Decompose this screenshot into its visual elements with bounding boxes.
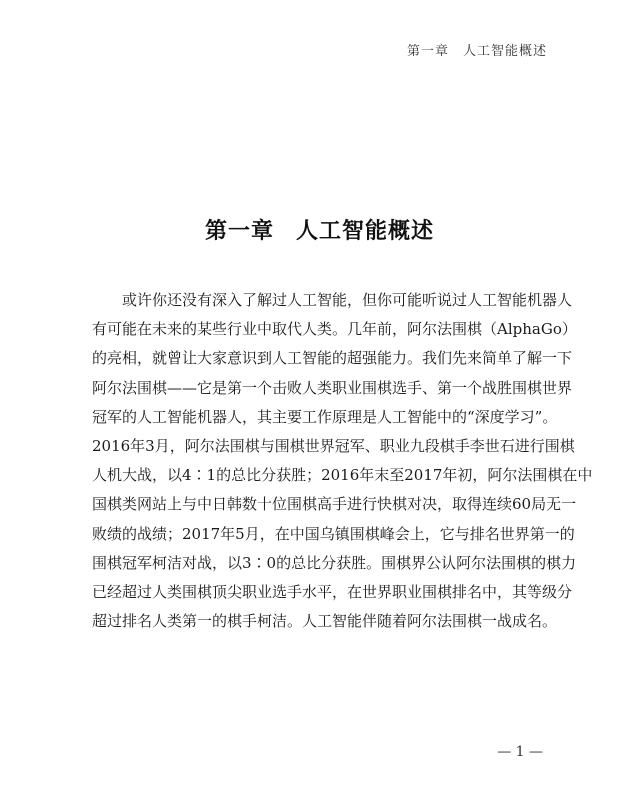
paragraph-line: 2016年3月，阿尔法围棋与围棋世界冠军、职业九段棋手李世石进行围棋: [92, 436, 575, 455]
paragraph-line: 的亮相，就曾让大家意识到人工智能的超强能力。我们先来简单了解一下: [92, 349, 573, 368]
paragraph-line: 败绩的战绩；2017年5月，在中国乌镇围棋峰会上，它与排名世界第一的: [92, 524, 575, 543]
chapter-title: [0, 214, 639, 245]
paragraph-line: 超过排名人类第一的棋手柯洁。人工智能伴随着阿尔法围棋一战成名。: [92, 612, 558, 631]
page-number: — 1 —: [497, 744, 543, 760]
chapter-name: 人工智能概述: [296, 218, 435, 244]
paragraph-line: 已经超过人类围棋顶尖职业选手水平，在世界职业围棋排名中，其等级分: [92, 582, 573, 601]
paragraph-line: 人机大战，以4∶1的总比分获胜；2016年末至2017年初，阿尔法围棋在中: [92, 466, 593, 485]
running-header: 第一章 人工智能概述: [406, 44, 547, 59]
paragraph-line: 冠军的人工智能机器人，其主要工作原理是人工智能中的“深度学习”。: [92, 407, 558, 426]
paragraph-line: 有可能在未来的某些行业中取代人类。几年前，阿尔法围棋（AlphaGo）: [92, 320, 577, 339]
body-paragraph: [92, 286, 593, 636]
paragraph-line: 或许你还没有深入了解过人工智能，但你可能听说过人工智能机器人: [122, 291, 573, 309]
chapter-label: 第一章: [204, 218, 274, 244]
paragraph-line: 围棋冠军柯洁对战，以3∶0的总比分获胜。围棋界公认阿尔法围棋的棋力: [92, 553, 577, 572]
paragraph-line: 阿尔法围棋——它是第一个击败人类职业围棋选手、第一个战胜围棋世界: [92, 378, 573, 397]
paragraph-line: 国棋类网站上与中日韩数十位围棋高手进行快棋对决，取得连续60局无一: [92, 495, 577, 514]
